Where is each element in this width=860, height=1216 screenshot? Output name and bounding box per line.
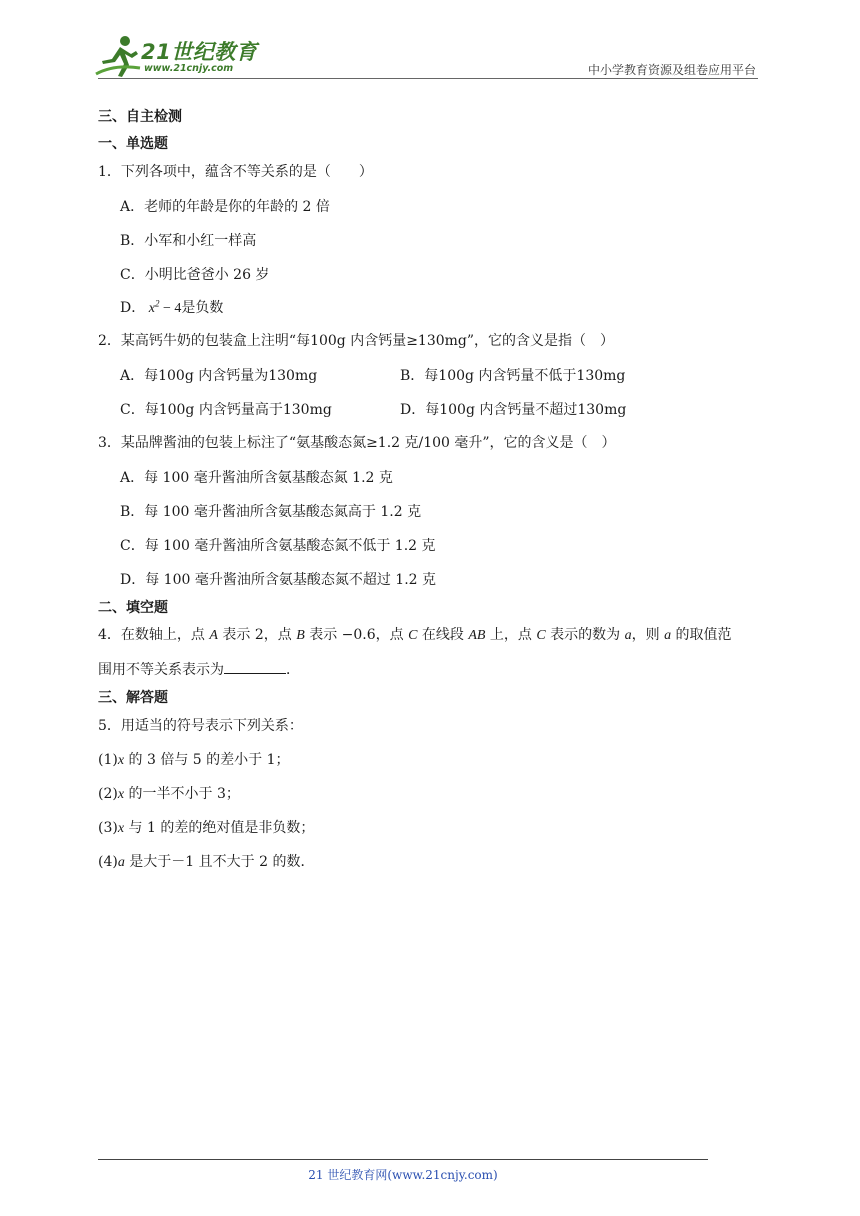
q4-text-4: 在线段 (417, 627, 469, 643)
q4-text-2: 表示 2，点 (217, 627, 297, 643)
q5-item-2-text: 的一半不小于 3； (124, 786, 240, 802)
q5-item-1-text: 的 3 倍与 5 的差小于 1； (124, 752, 290, 768)
q4-var-a-lower-2: a (664, 628, 672, 643)
q5-item-2-var: x (117, 787, 125, 802)
q2-option-c: C．每100g 内含钙量高于130mg (120, 402, 332, 418)
section-single-choice: 一、单选题 (98, 136, 168, 152)
q5-stem: 5．用适当的符号表示下列关系： (98, 718, 303, 734)
q1-option-d-suffix: 是负数 (181, 300, 224, 316)
q4-var-c2: C (536, 628, 546, 643)
q4-answer-blank[interactable] (224, 660, 286, 674)
q4-text-9: 围用不等关系表示为 (98, 662, 224, 678)
q5-item-1-number: (1) (98, 752, 118, 768)
q1-stem: 1．下列各项中，蕴含不等关系的是（ ） (98, 164, 373, 180)
q2-stem: 2．某高钙牛奶的包装盒上注明“每100g 内含钙量≥130mg”，它的含义是指（ ） (98, 333, 615, 349)
page-header (0, 0, 860, 90)
q4-var-c: C (408, 628, 418, 643)
q4-text-6: 表示的数为 (545, 627, 625, 643)
section-answer: 三、解答题 (98, 690, 168, 706)
section-fill-blank: 二、填空题 (98, 600, 168, 616)
platform-title: 中小学教育资源及组卷应用平台 (587, 63, 756, 77)
header-divider (98, 78, 758, 79)
footer-divider (98, 1159, 708, 1160)
q4-var-ab: AB (468, 628, 486, 643)
q4-var-a-lower: a (624, 628, 632, 643)
q5-item-4-number: (4) (98, 854, 118, 870)
q3-option-c: C．每 100 毫升酱油所含氨基酸态氮不低于 1.2 克 (120, 538, 436, 554)
logo (94, 34, 264, 80)
q4-var-a: A (209, 628, 218, 643)
q1-option-c: C．小明比爸爸小 26 岁 (120, 267, 270, 283)
q5-item-3 (98, 817, 314, 837)
q5-item-2-number: (2) (98, 786, 118, 802)
q2-option-a: A．每100g 内含钙量为130mg (120, 368, 318, 384)
q4-text-end: ． (286, 662, 300, 678)
footer-text: 21 世纪教育网(www.21cnjy.com) (308, 1168, 498, 1182)
q1-option-d-formula: $x^2 - 4$ (145, 298, 182, 316)
q5-item-1 (98, 749, 290, 769)
runner-logo-icon (94, 34, 144, 80)
q5-item-3-var: x (117, 821, 125, 836)
q3-option-b: B．每 100 毫升酱油所含氨基酸态氮高于 1.2 克 (120, 504, 422, 520)
q1-option-d (120, 297, 223, 317)
q5-item-4 (98, 851, 314, 871)
q4-text-5: 上，点 (485, 627, 537, 643)
q2-option-d: D．每100g 内含钙量不超过130mg (400, 402, 627, 418)
q4-var-b: B (296, 628, 305, 643)
q1-option-b: B．小军和小红一样高 (120, 233, 257, 249)
q3-option-a: A．每 100 毫升酱油所含氨基酸态氮 1.2 克 (120, 470, 393, 486)
q5-item-3-text: 与 1 的差的绝对值是非负数； (124, 820, 315, 836)
q5-item-1-var: x (117, 753, 125, 768)
q5-item-2 (98, 783, 240, 803)
q4-text-8: 的取值范 (671, 627, 732, 643)
q5-item-4-var: a (117, 855, 125, 870)
logo-url: www.21cnjy.com (144, 63, 234, 74)
q4-text-1: 4．在数轴上，点 (98, 627, 210, 643)
q4-line2 (98, 659, 300, 679)
q5-item-4-text: 是大于－1 且不大于 2 的数． (124, 854, 315, 870)
q1-option-a: A．老师的年龄是你的年龄的 2 倍 (120, 199, 330, 215)
q5-item-3-number: (3) (98, 820, 118, 836)
q3-stem: 3．某品牌酱油的包装上标注了“氨基酸态氮≥1.2 克/100 毫升”，它的含义是（ ） (98, 435, 616, 451)
q1-option-d-prefix: D． (120, 300, 146, 316)
q2-option-b: B．每100g 内含钙量不低于130mg (400, 368, 626, 384)
q3-option-d: D．每 100 毫升酱油所含氨基酸态氮不超过 1.2 克 (120, 572, 437, 588)
logo-text: 21世纪教育 (141, 40, 258, 64)
q4-text-3: 表示 −0.6，点 (304, 627, 409, 643)
q4-line1 (98, 624, 732, 644)
section-title-self-check: 三、自主检测 (98, 109, 182, 125)
q4-text-7: ，则 (631, 627, 665, 643)
